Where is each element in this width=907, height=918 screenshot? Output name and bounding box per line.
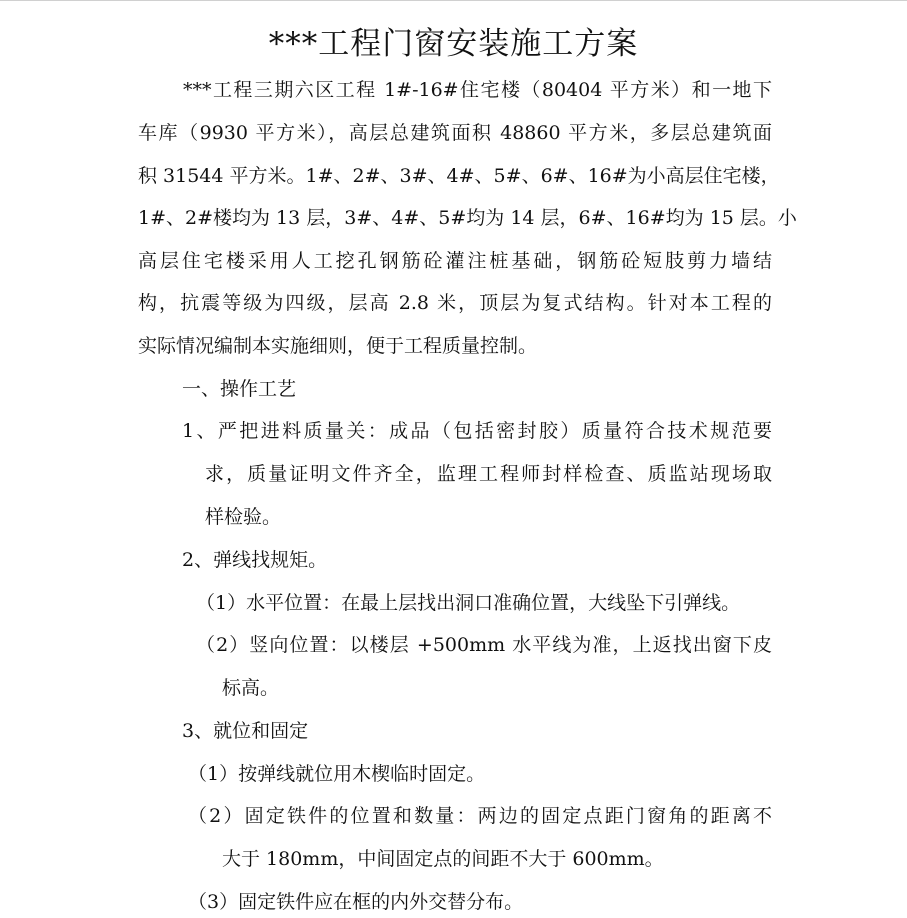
item-1-line-3: 样检验。: [205, 506, 282, 528]
item-1-line-2: 求，质量证明文件齐全，监理工程师封样检查、质监站现场取: [205, 463, 772, 485]
item-3-sub-2-line-1: （2）固定铁件的位置和数量：两边的固定点距门窗角的距离不: [188, 805, 772, 827]
intro-line-6: 构，抗震等级为四级，层高 2.8 米，顶层为复式结构。针对本工程的: [138, 292, 772, 314]
section-heading-operation-process: 一、操作工艺: [182, 378, 297, 400]
intro-line-5: 高层住宅楼采用人工挖孔钢筋砼灌注桩基础，钢筋砼短肢剪力墙结: [138, 250, 772, 272]
intro-line-1: ***工程三期六区工程 1#-16#住宅楼（80404 平方米）和一地下: [183, 79, 772, 101]
item-2-sub-2-line-1: （2）竖向位置：以楼层 +500mm 水平线为准，上返找出窗下皮: [196, 634, 772, 656]
item-2-sub-1: （1）水平位置：在最上层找出洞口准确位置，大线坠下引弹线。: [196, 592, 741, 614]
item-2-sub-2-line-2: 标高。: [222, 677, 280, 699]
intro-line-7: 实际情况编制本实施细则，便于工程质量控制。: [138, 335, 538, 357]
item-3-sub-1: （1）按弹线就位用木楔临时固定。: [188, 763, 486, 785]
intro-line-2: 车库（9930 平方米），高层总建筑面积 48860 平方米，多层总建筑面: [138, 122, 772, 144]
item-3-sub-3: （3）固定铁件应在框的内外交替分布。: [188, 891, 524, 913]
item-3-sub-2-line-2: 大于 180mm，中间固定点的间距不大于 600mm。: [222, 848, 664, 870]
item-3-heading: 3、就位和固定: [182, 720, 309, 742]
document-title: ***工程门窗安装施工方案: [268, 26, 639, 62]
page-top-border: [0, 0, 907, 1]
intro-line-3: 积 31544 平方米。1#、2#、3#、4#、5#、6#、16#为小高层住宅楼，: [138, 165, 780, 187]
item-1-line-1: 1、严把进料质量关：成品（包括密封胶）质量符合技术规范要: [182, 420, 772, 442]
intro-line-4: 1#、2#楼均为 13 层，3#、4#、5#均为 14 层，6#、16#均为 15 层。小: [138, 207, 797, 229]
item-2-heading: 2、弹线找规矩。: [182, 549, 328, 571]
